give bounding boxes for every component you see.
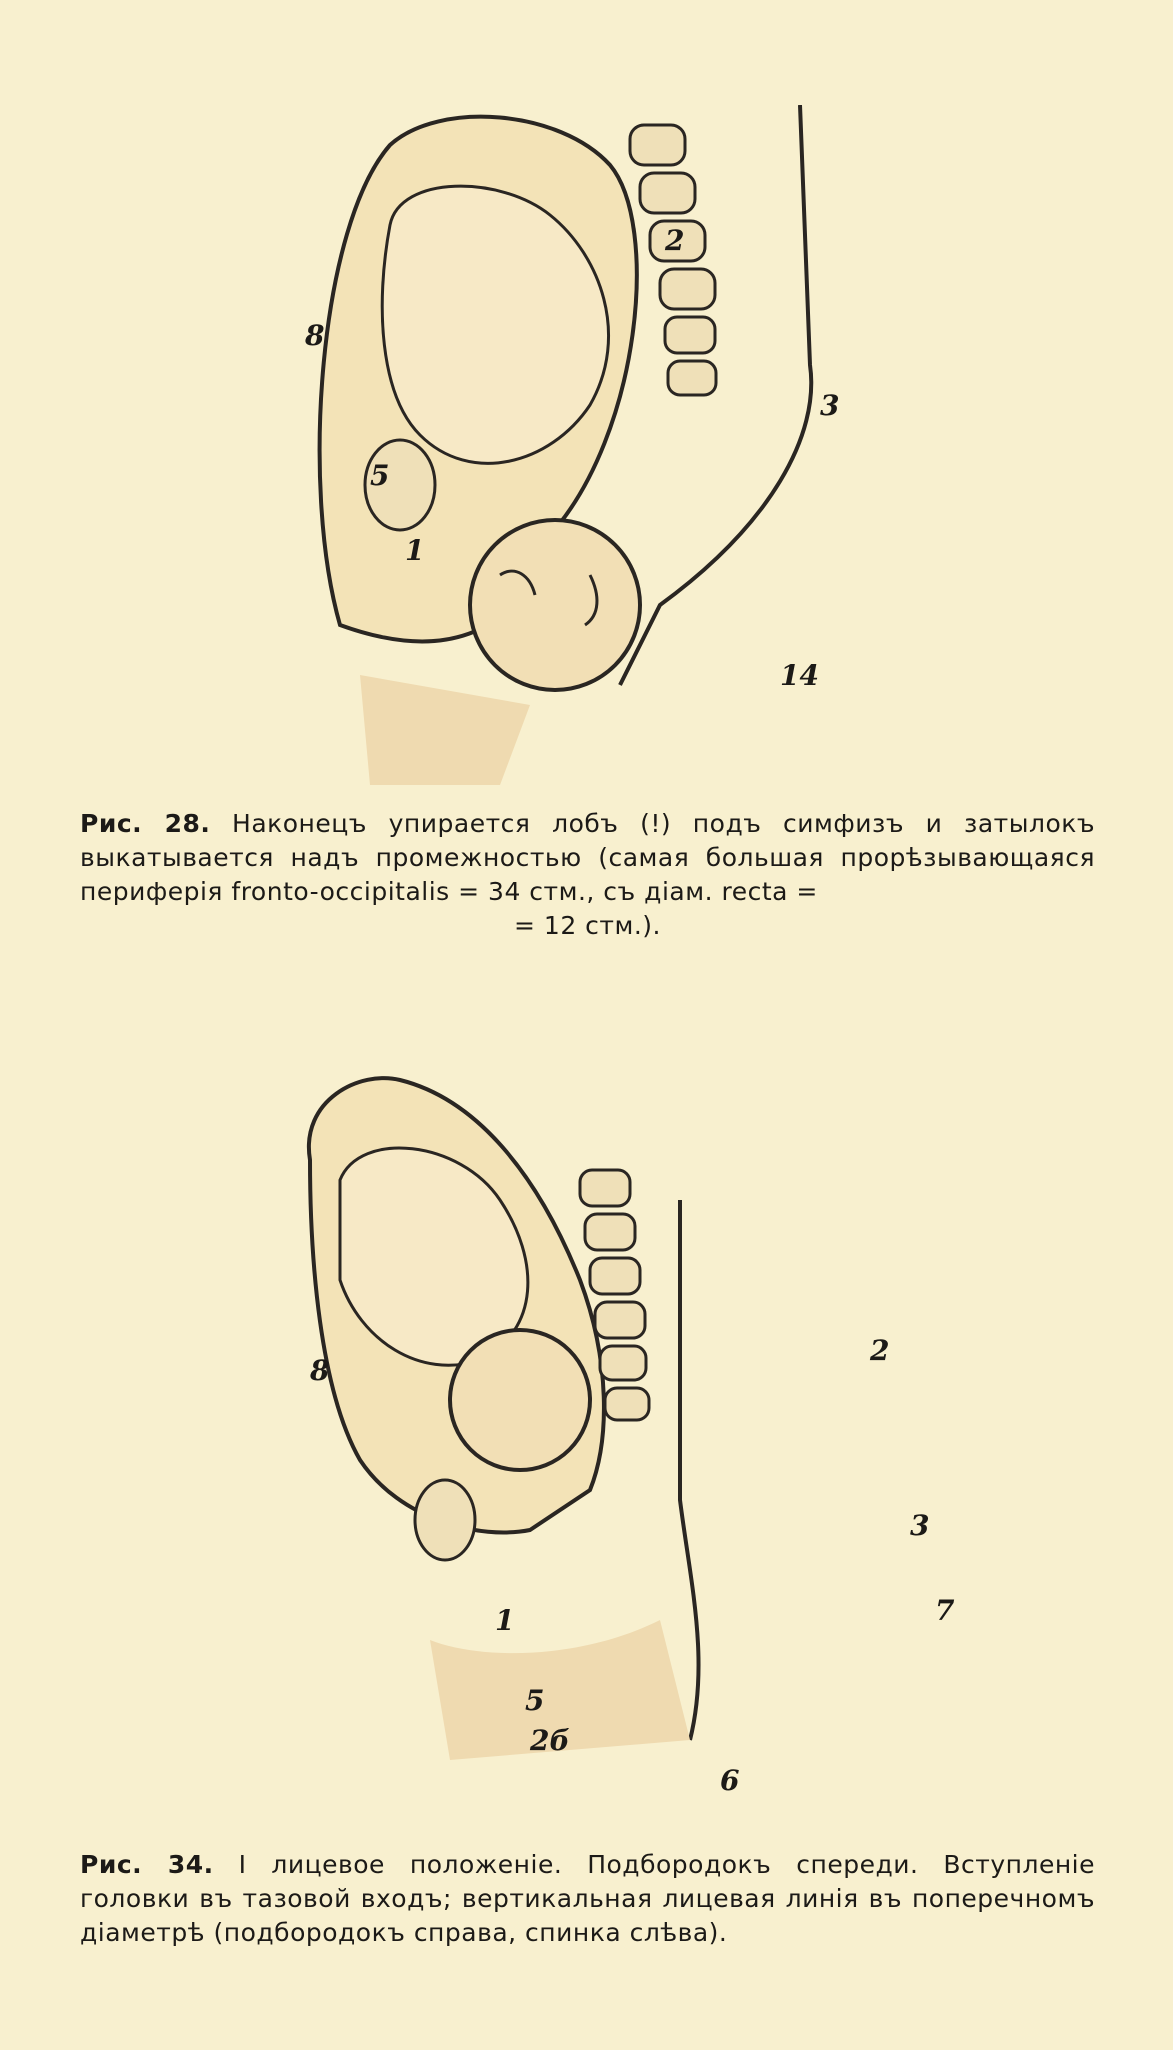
label-5: 5 [370, 459, 390, 492]
label-2: 2 [870, 1334, 890, 1367]
label-1: 1 [495, 1604, 515, 1637]
figure-28-caption [80, 807, 1095, 943]
figure-34-caption [80, 1848, 1095, 1950]
figure-28-caption-text: Наконецъ упирается лобъ (!) подъ симфизъ и затылокъ выкатывается надъ промежностью (самая большая прорѣзывающаяся периферія fronto-occipitalis = 34 стм., съ діам. recta = [80, 809, 1096, 906]
figure-28-caption-last-line: = 12 стм.). [514, 911, 661, 940]
figure-34-caption-text: I лицевое положеніе. Подбородокъ спереди. Вступленіе головки въ тазовой входъ; вертикальная лицевая линія въ поперечномъ діаметрѣ (подбородокъ справа, спинка слѣва). [80, 1850, 1095, 1947]
figure-28-caption-label: Рис. 28. [80, 809, 211, 838]
label-7: 7 [935, 1594, 955, 1627]
label-5: 5 [525, 1684, 545, 1717]
label-1: 1 [405, 534, 425, 567]
label-3: 3 [820, 389, 840, 422]
label-14: 14 [780, 659, 819, 692]
label-6: 6 [720, 1764, 740, 1797]
label-2: 2 [665, 224, 685, 257]
figure-28-illustration [300, 105, 860, 785]
label-3: 3 [910, 1509, 930, 1542]
label-2b: 2б [530, 1724, 570, 1757]
figure-34-illustration [280, 1060, 960, 1820]
figure-34-caption-label: Рис. 34. [80, 1850, 214, 1879]
label-8: 8 [310, 1354, 330, 1387]
label-8: 8 [305, 319, 325, 352]
